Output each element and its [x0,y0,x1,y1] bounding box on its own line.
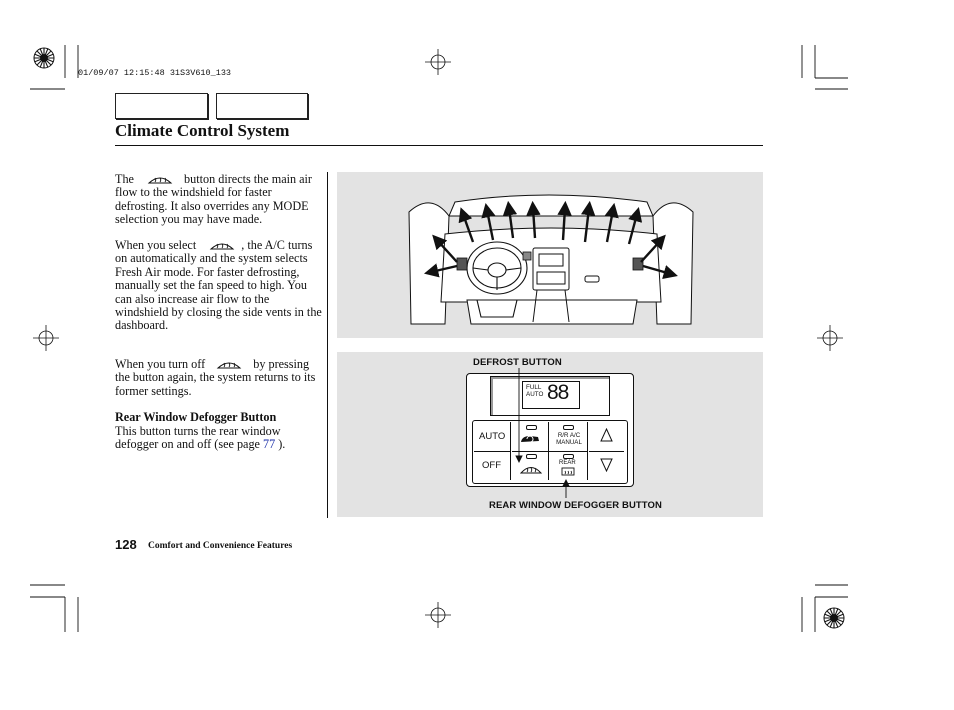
rear-ac-manual-label: R/R A/C MANUAL [556,432,582,446]
defrost-icon [209,239,235,251]
para1-text: button directs the main air flow to the windshield for faster defrosting. It also overrides any MODE selection you may have made. [115,172,312,227]
rear-window-defogger-button[interactable] [549,452,588,480]
paragraph-defrost-select [115,239,325,333]
off-button-label: OFF [482,460,501,471]
triangle-down-icon [600,458,613,472]
dashboard-illustration [337,172,763,338]
recirculation-button[interactable] [512,422,549,452]
display-mode-text: FULL AUTO [526,384,544,398]
auto-button-label: AUTO [479,431,506,442]
defrost-icon [147,173,173,185]
page-reference-link[interactable]: 77 [263,437,276,452]
chapter-name: Comfort and Convenience Features [148,541,293,551]
header-rule [115,145,763,146]
defrost-icon [520,461,542,475]
print-stamp: 01/09/07 12:15:48 31S3V610_133 [78,68,232,78]
paragraph-defrost-off [115,358,325,398]
auto-button[interactable] [474,422,511,452]
rear-defogger-icon [561,467,575,476]
paragraph-rear-defogger [115,425,325,452]
temperature-down-button[interactable] [589,452,624,480]
recirculation-icon [518,433,542,445]
para3-text: by pressing the button again, the system returns to its former settings. [115,357,316,398]
page-number: 128 [115,537,137,552]
callout-rear-defogger-button: REAR WINDOW DEFOGGER BUTTON [489,500,662,511]
para3-lead: When you turn off [115,357,206,371]
off-button[interactable] [474,452,511,480]
para2-lead: When you select [115,238,197,252]
display-digits: 88 [547,381,569,404]
indicator-light [563,454,574,459]
nav-tab-box[interactable] [216,93,308,119]
section-title: Climate Control System [115,121,290,140]
defrost-button[interactable] [512,452,549,480]
figure-dashboard-airflow [337,172,763,338]
para4-text: This button turns the rear window defogger on and off (see page [115,424,281,452]
rear-button-label: REAR [559,460,576,466]
para2-text: , the A/C turns on automatically and the system selects Fresh Air mode. For faster defrosting, manually set the fan speed to high. You can also increase air flow to the windshield by closing the side vents in the dashboard. [115,238,322,333]
rear-ac-manual-button[interactable] [549,422,588,452]
nav-tab-box[interactable] [115,93,208,119]
callout-defrost-button: DEFROST BUTTON [473,357,562,368]
indicator-light [526,454,537,459]
subheading-rear-defogger: Rear Window Defogger Button [115,410,277,424]
temperature-up-button[interactable] [589,422,624,452]
triangle-up-icon [600,428,613,442]
display-readout [522,381,580,409]
paragraph-defrost-intro [115,173,325,227]
defrost-icon [216,358,242,370]
indicator-light [526,425,537,430]
para4-close: ). [278,437,286,452]
indicator-light [563,425,574,430]
para1-lead: The [115,172,134,186]
column-divider [327,172,328,518]
